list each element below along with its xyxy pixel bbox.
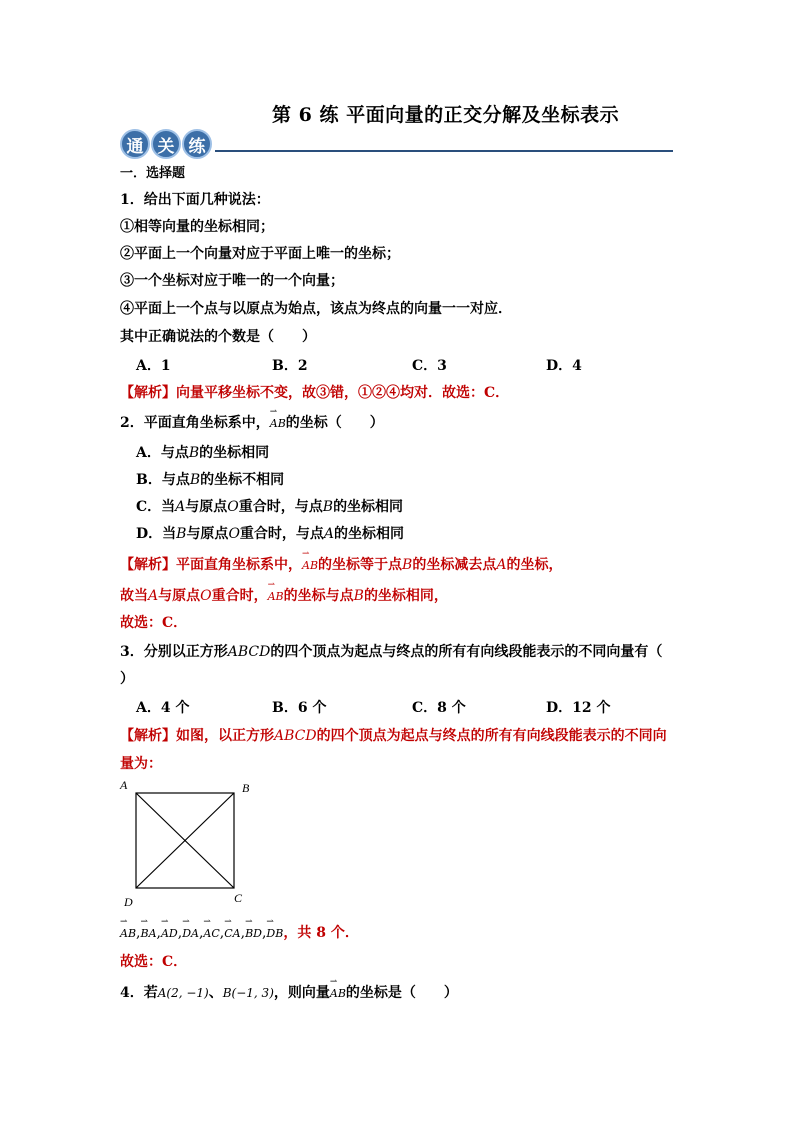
q3-a1-pre: 【解析】如图，以正方形 [120,728,274,744]
q2-analysis-line-3: 故选：C． [120,615,188,631]
q2-stem-pre: 2．平面直角坐标系中， [120,415,270,431]
q2-a1-mid: 的坐标等于点 [318,557,403,573]
q1-option-a: A．1 [136,358,171,374]
q2-c-v3: B [322,499,334,515]
q1-question: 其中正确说法的个数是（ ） [120,329,316,345]
badge-char-1: 通 [120,129,150,159]
q2-option-b [136,469,284,489]
page-title: 第 6 练 平面向量的正交分解及坐标表示 [272,104,620,126]
q2-c-post: 的坐标相同 [333,499,404,515]
q3-option-d: D．12 个 [546,700,611,716]
q2-d-mid2: 重合时，与点 [239,526,324,542]
q3-stem [120,641,662,661]
q3-option-c: C．8 个 [412,700,466,716]
q1-option-d: D．4 [546,358,582,374]
q2-a-pre: A．与点 [136,445,189,461]
vector-item: ⇀ DB [266,927,283,940]
badge-char-2: 关 [151,129,181,159]
q2-c-pre: C．当 [136,499,176,515]
q4-sep: 、 [208,985,223,1001]
q2-c-v2: O [227,499,239,515]
q2-a1-pre: 【解析】平面直角坐标系中， [120,557,302,573]
q3-option-a: A．4 个 [136,700,190,716]
q4-post: 的坐标是（ ） [345,985,458,1001]
badge-char-3: 练 [182,129,212,159]
square-figure [118,778,268,908]
q4-stem [120,982,458,1002]
label-b: B [242,781,250,795]
q3-stem-post: 的四个顶点为起点与终点的所有有向线段能表示的不同向量有（ [270,644,663,660]
q2-a1-vector: ⇀ AB [302,559,318,572]
q2-option-c [136,496,403,516]
q1-analysis: 【解析】向量平移坐标不变，故③错，①②④均对．故选：C． [120,385,510,401]
q1-statement-3: ③一个坐标对应于唯一的一个向量； [120,273,344,289]
q1-statement-1: ①相等向量的坐标相同； [120,219,274,235]
q2-a1-v1: B [402,557,413,573]
q2-d-v3: A [323,526,335,542]
q2-a2-v2: O [200,588,212,604]
vector-item: ⇀ BA [140,927,156,940]
header-rule [215,150,673,152]
q3-analysis-final: 故选：C． [120,954,188,970]
vector-item: ⇀ DA [182,927,199,940]
q2-a1-v2: A [496,557,507,573]
q3-count: ，共 8 个． [283,925,359,941]
q2-b-var: B [189,472,201,488]
q2-b-pre: B．与点 [136,472,190,488]
q2-a2-post: 的坐标相同， [363,588,448,604]
q2-vector-ab: ⇀ AB [270,417,286,430]
q4-mid: ，则向量 [273,985,330,1001]
q4-point-a: A(2, −1) [157,986,209,1000]
q3-stem-var: ABCD [227,644,271,660]
q2-b-post: 的坐标不相同 [200,472,285,488]
q3-option-b: B．6 个 [272,700,327,716]
tongguanlian-badge [120,129,212,159]
q2-d-v2: O [228,526,240,542]
label-c: C [234,891,243,905]
q1-option-c: C．3 [412,358,447,374]
q1-option-b: B．2 [272,358,308,374]
q2-d-v1: B [176,526,187,542]
q2-a1-mid2: 的坐标减去点 [412,557,497,573]
q2-d-post: 的坐标相同 [334,526,405,542]
q2-option-a [136,442,269,462]
q2-a2-vector: ⇀ AB [268,590,284,603]
q1-statement-4: ④平面上一个点与以原点为始点，该点为终点的向量一一对应． [120,301,512,317]
q2-c-v1: A [175,499,186,515]
q4-point-b: B(−1, 3) [222,986,274,1000]
q3-a1-post: 的四个顶点为起点与终点的所有有向线段能表示的不同向 [316,728,667,744]
q2-a2-v3: B [353,588,364,604]
q4-pre: 4．若 [120,985,158,1001]
q2-c-mid2: 重合时，与点 [238,499,323,515]
q2-a-post: 的坐标相同 [199,445,270,461]
q3-analysis-line-2: 量为： [120,756,162,772]
q2-a2-mid3: 的坐标与点 [283,588,354,604]
vector-item: ⇀ AC [203,927,219,940]
q2-a2-mid: 与原点 [158,588,201,604]
q3-a1-var: ABCD [274,728,317,744]
vector-item: ⇀ AD [161,927,178,940]
q3-analysis-line-1 [120,725,667,745]
q2-d-pre: D．当 [136,526,177,542]
q2-a2-mid2: 重合时， [211,588,268,604]
q2-option-d [136,523,404,543]
vector-item: ⇀ CA [224,927,240,940]
q2-stem [120,412,384,432]
q3-stem-cont: ） [120,671,134,687]
q4-vector-ab: ⇀ AB [330,987,346,1000]
section-heading: 一．选择题 [120,166,186,181]
q3-stem-pre: 3．分别以正方形 [120,644,228,660]
q2-analysis-line-1 [120,554,562,574]
q2-a2-v1: A [148,588,159,604]
q2-a2-pre: 故当 [120,588,148,604]
vector-item: ⇀ AB [120,927,136,940]
label-d: D [124,895,133,908]
q2-a1-post: 的坐标， [506,557,563,573]
q2-c-mid: 与原点 [185,499,228,515]
q1-stem: 1．给出下面几种说法： [120,192,270,208]
q2-a-var: B [188,445,200,461]
q2-stem-post: 的坐标（ ） [285,415,384,431]
q1-statement-2: ②平面上一个向量对应于平面上唯一的坐标； [120,246,400,262]
vector-item: ⇀ BD [245,927,262,940]
q2-d-mid: 与原点 [186,526,229,542]
label-a: A [120,778,128,792]
q2-analysis-line-2 [120,585,448,605]
q3-vector-list: ⇀ AB,⇀ BA,⇀ AD,⇀ DA,⇀ AC,⇀ CA,⇀ BD,⇀ DB，共 8 个． [120,922,359,942]
